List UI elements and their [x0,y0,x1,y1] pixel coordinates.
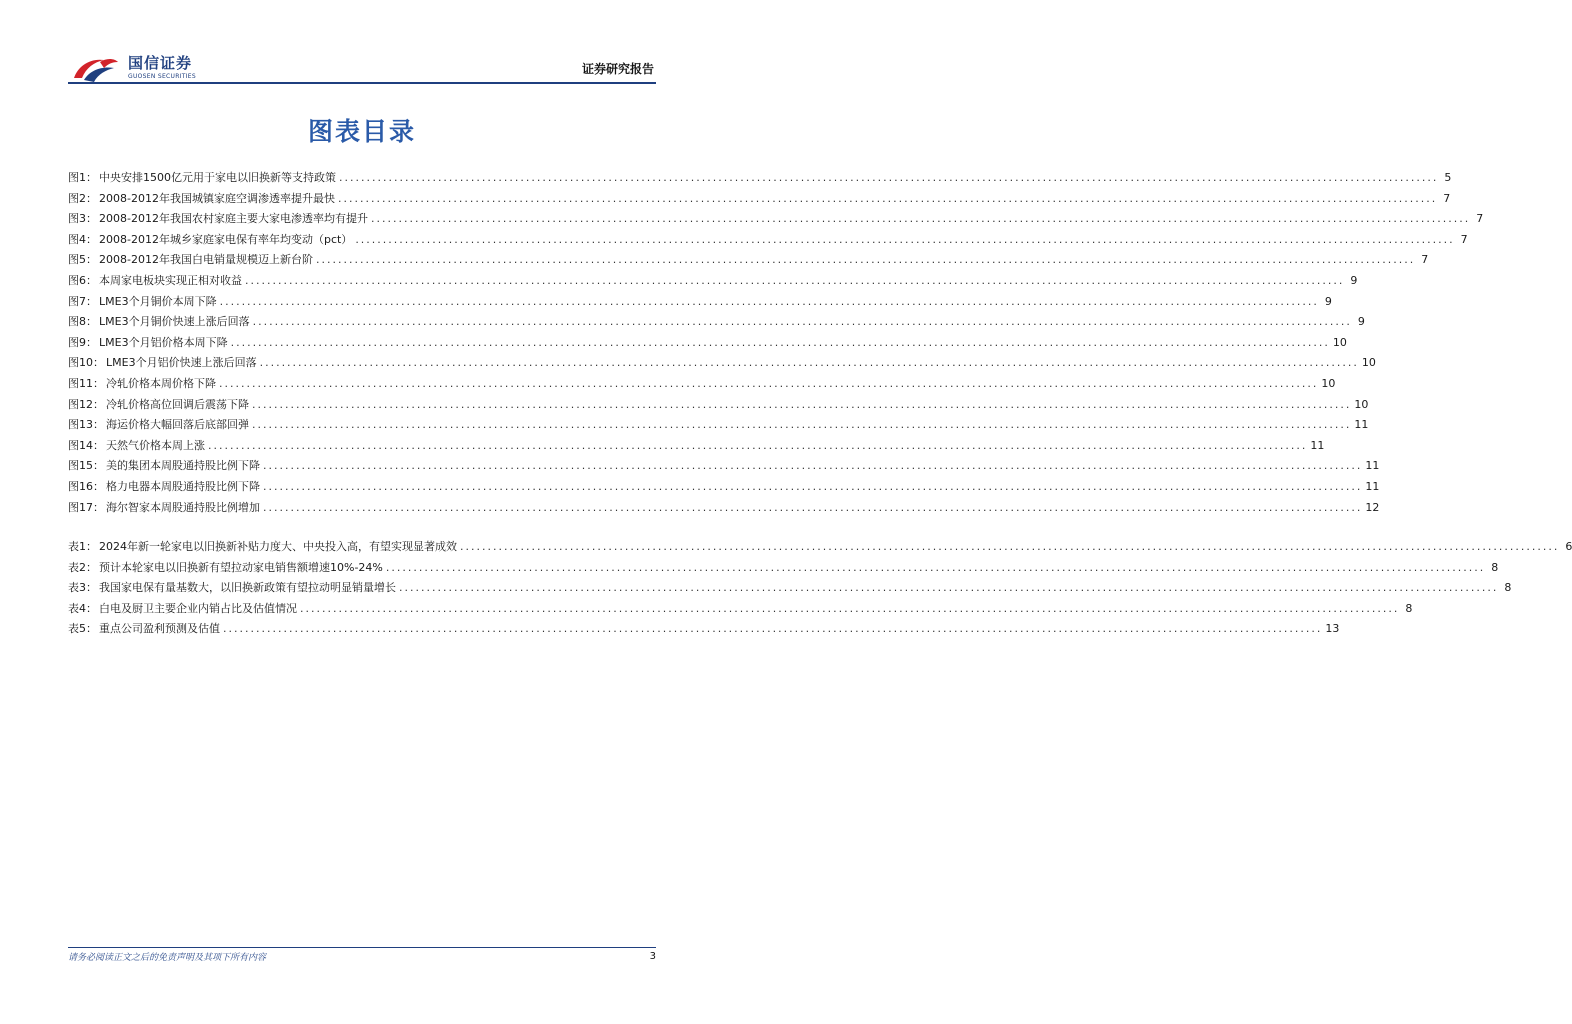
toc-entry-title: 海运价格大幅回落后底部回弹 [106,418,249,432]
toc-dot-leader: ........................................................................................................................................................................................................ [460,540,1560,553]
toc-entry-label: 图11： [68,377,104,390]
toc-entry-label: 图4： [68,232,97,246]
toc-entry-title: 美的集团本周股通持股比例下降 [106,459,260,473]
toc-entry-title: 中央安排1500亿元用于家电以旧换新等支持政策 [99,171,336,184]
toc-entry-label: 表4： [68,601,97,615]
toc-entry[interactable] [68,600,1413,618]
toc-dot-leader: ........................................................................................................................................................................................................ [252,315,1352,329]
toc-entry[interactable] [68,579,1512,597]
toc-dot-leader: ........................................................................................................................................................................................................ [245,274,1345,287]
toc-entry-page: 12 [1365,500,1380,514]
toc-entry-label: 图10： [68,356,104,370]
toc-entry[interactable] [68,499,1380,517]
toc-entry-page: 9 [1350,274,1358,287]
toc-entry-label: 表3： [68,581,97,594]
toc-entry-page: 8 [1504,581,1512,594]
toc-entry-title: 我国家电保有量基数大，以旧换新政策有望拉动明显销量增长 [99,581,396,594]
toc-dot-leader: ........................................................................................................................................................................................................ [385,560,1486,574]
toc-entry-page: 7 [1421,253,1429,267]
toc-entry[interactable] [68,293,1332,311]
toc-entry-title: 2008-2012年我国农村家庭主要大家电渗透率均有提升 [99,212,368,226]
report-type-label: 证券研究报告 [581,62,654,76]
toc-dot-leader: ........................................................................................................................................................................................................ [300,601,1400,615]
toc-entry-title: 预计本轮家电以旧换新有望拉动家电销售额增速10%-24% [99,560,383,574]
toc-entry-label: 表1： [68,540,97,553]
toc-entry[interactable] [68,231,1468,249]
header-divider [68,82,656,84]
logo-english-name: GUOSEN SECURITIES [128,73,197,80]
toc-dot-leader: ........................................................................................................................................................................................................ [355,232,1455,246]
toc-entry-title: 2008-2012年我国白电销量规模迈上新台阶 [99,253,313,267]
page-title: 图表目录 [307,117,416,146]
disclaimer-note: 请务必阅读正文之后的免责声明及其项下所有内容 [68,953,267,963]
toc-dot-leader: ........................................................................................................................................................................................................ [339,171,1439,184]
toc-dot-leader: ........................................................................................................................................................................................................ [399,581,1499,594]
toc-entry-title: 2008-2012年我国城镇家庭空调渗透率提升最快 [99,191,335,205]
toc-entry[interactable] [68,538,1572,556]
toc-entry[interactable] [68,272,1358,290]
toc-dot-leader: ........................................................................................................................................................................................................ [263,459,1363,473]
toc-entry-title: LME3个月铝价快速上涨后回落 [106,356,257,370]
toc-entry-page: 10 [1321,377,1336,390]
toc-dot-leader: ........................................................................................................................................................................................................ [230,335,1330,349]
toc-entry-title: 冷轧价格本周价格下降 [106,377,216,390]
toc-entry-label: 图12： [68,397,104,411]
logo-chinese-name: 国信证券 [128,54,193,72]
toc-entry[interactable] [68,457,1380,475]
toc-entry-page: 5 [1444,171,1452,184]
toc-entry-page: 9 [1324,294,1332,308]
toc-entry-label: 图16： [68,480,104,493]
toc-dot-leader: ........................................................................................................................................................................................................ [252,397,1352,411]
toc-entry-page: 7 [1460,232,1468,246]
toc-entry-label: 图14： [68,438,104,452]
toc-entry-label: 图9： [68,335,97,349]
toc-entry[interactable] [68,416,1369,434]
footer-divider [68,947,656,948]
toc-entry[interactable] [68,334,1347,352]
toc-entry[interactable] [68,375,1336,393]
toc-entry-title: 2008-2012年城乡家庭家电保有率年均变动（pct） [99,232,353,246]
toc-entry-title: 海尔智家本周股通持股比例增加 [106,500,260,514]
toc-entry-title: 格力电器本周股通持股比例下降 [106,480,260,493]
toc-entry[interactable] [68,190,1451,208]
toc-dot-leader: ........................................................................................................................................................................................................ [208,438,1308,452]
toc-entry-label: 表2： [68,560,97,574]
toc-entry-label: 图6： [68,274,97,287]
toc-entry-label: 图3： [68,212,97,226]
toc-entry-title: 重点公司盈利预测及估值 [99,622,220,635]
toc-entry-title: 2024年新一轮家电以旧换新补贴力度大、中央投入高，有望实现显著成效 [99,540,457,553]
toc-entry-label: 图5： [68,253,97,267]
toc-entry[interactable] [68,559,1499,577]
toc-entry-page: 9 [1357,315,1365,329]
toc-entry-page: 10 [1354,397,1369,411]
toc-entry-title: 白电及厨卫主要企业内销占比及估值情况 [99,601,297,615]
toc-entry-page: 11 [1365,459,1380,473]
toc-entry-title: LME3个月铜价快速上涨后回落 [99,315,250,329]
toc-dot-leader: ........................................................................................................................................................................................................ [337,191,1438,205]
toc-entry-page: 11 [1354,418,1369,432]
toc-entry-label: 图7： [68,294,97,308]
toc-entry-page: 11 [1310,438,1325,452]
toc-dot-leader: ........................................................................................................................................................................................................ [259,356,1359,370]
toc-entry[interactable] [68,313,1365,331]
toc-entry-label: 图2： [68,191,97,205]
toc-entry-title: 本周家电板块实现正相对收益 [99,274,242,287]
toc-entry-page: 11 [1365,480,1380,493]
toc-entry[interactable] [68,437,1325,455]
toc-entry-label: 图1： [68,171,97,184]
toc-dot-leader: ........................................................................................................................................................................................................ [263,480,1363,493]
toc-entry-title: LME3个月铝价格本周下降 [99,335,228,349]
toc-dot-leader: ........................................................................................................................................................................................................ [315,253,1416,267]
toc-entry-label: 图17： [68,500,104,514]
guosen-logo-icon [70,52,122,84]
toc-dot-leader: ........................................................................................................................................................................................................ [370,212,1471,226]
toc-entry-title: 天然气价格本周上涨 [106,438,205,452]
toc-entry-title: 冷轧价格高位回调后震荡下降 [106,397,249,411]
toc-dot-leader: ........................................................................................................................................................................................................ [263,500,1363,514]
toc-entry-page: 8 [1491,560,1499,574]
toc-entry-page: 8 [1405,601,1413,615]
toc-entry[interactable] [68,396,1369,414]
toc-entry[interactable] [68,478,1380,496]
toc-entry[interactable] [68,620,1340,638]
toc-entry-page: 7 [1476,212,1484,226]
page-header [68,46,656,86]
page-number: 3 [649,951,656,962]
toc-entry-page: 7 [1443,191,1451,205]
toc-dot-leader: ........................................................................................................................................................................................................ [219,377,1319,390]
toc-entry-label: 图15： [68,459,104,473]
toc-entry-label: 表5： [68,622,97,635]
toc-entry-page: 10 [1361,356,1376,370]
guosen-logo [70,52,200,86]
toc-entry-label: 图8： [68,315,97,329]
toc-entry-page: 6 [1565,540,1572,553]
toc-entry-label: 图13： [68,418,104,432]
toc-dot-leader: ........................................................................................................................................................................................................ [223,622,1323,635]
toc-entry-page: 13 [1325,622,1340,635]
toc-entry[interactable] [68,354,1376,372]
toc-entry[interactable] [68,169,1452,187]
toc-entry-page: 10 [1332,335,1347,349]
toc-dot-leader: ........................................................................................................................................................................................................ [252,418,1352,432]
toc-dot-leader: ........................................................................................................................................................................................................ [219,294,1319,308]
toc-entry-title: LME3个月铜价本周下降 [99,294,217,308]
toc-entry[interactable] [68,251,1429,269]
toc-entry[interactable] [68,210,1484,228]
